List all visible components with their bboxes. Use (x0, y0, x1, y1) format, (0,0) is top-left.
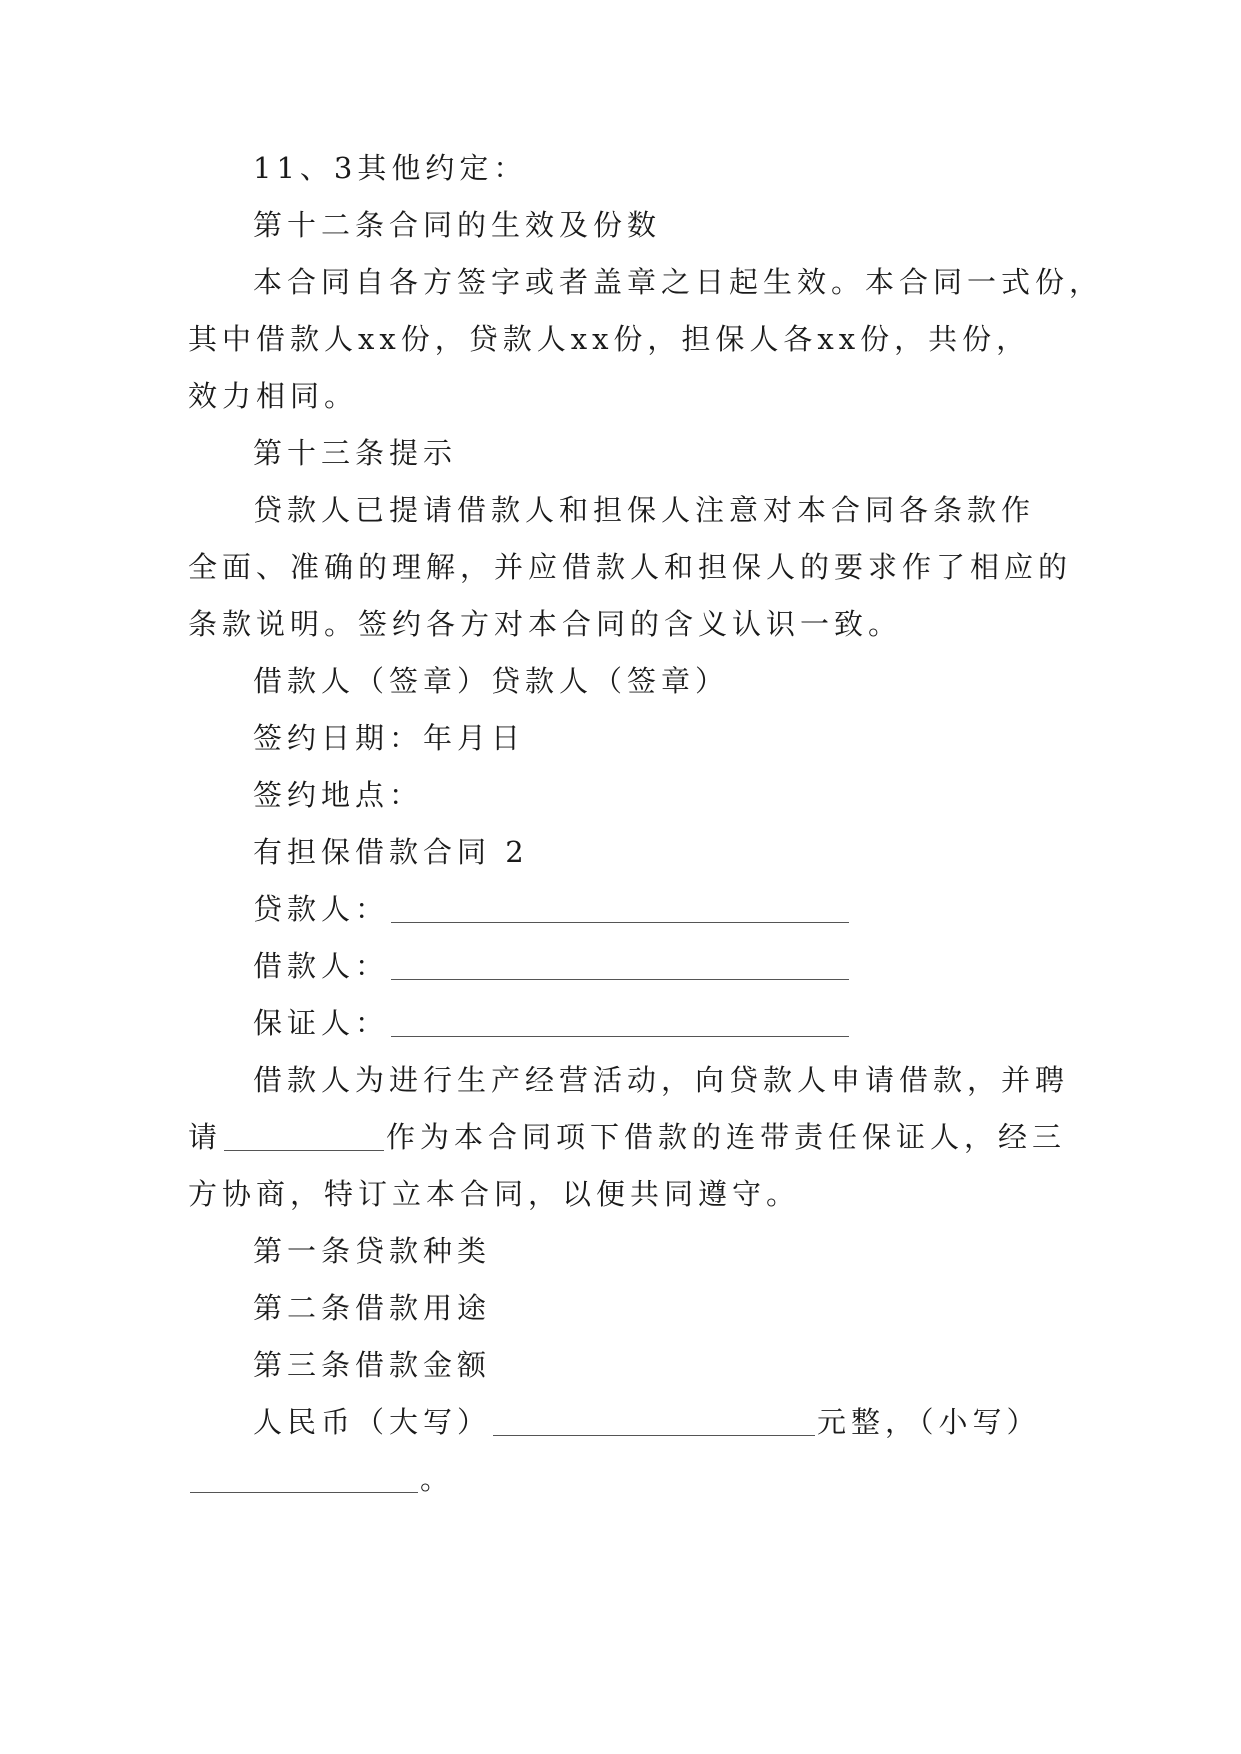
intro-line-3: 方协商，特订立本合同，以便共同遵守。 (188, 1177, 801, 1211)
article-13-heading: 第十三条提示 (253, 436, 458, 470)
paragraph-line: 其中借款人xx份，贷款人xx份，担保人各xx份，共份， (188, 322, 1031, 356)
guarantor-label: 保证人： (253, 1006, 390, 1040)
amount-line (253, 1402, 1041, 1442)
amount-uppercase-blank (493, 1407, 815, 1436)
borrower-field (253, 946, 851, 986)
paragraph-line: 效力相同。 (188, 379, 359, 413)
signing-place: 签约地点： (253, 778, 424, 812)
paragraph-line: 全面、准确的理解，并应借款人和担保人的要求作了相应的 (188, 550, 1073, 584)
intro-line-1: 借款人为进行生产经营活动，向贷款人申请借款，并聘 (253, 1063, 1070, 1097)
article-1-heading: 第一条贷款种类 (253, 1234, 492, 1268)
amount-end: 。 (420, 1462, 455, 1496)
guarantor-name-blank (224, 1122, 384, 1151)
guarantor-blank (391, 1008, 849, 1037)
article-3-heading: 第三条借款金额 (253, 1348, 492, 1382)
lender-blank (391, 894, 849, 923)
paragraph-line: 条款说明。签约各方对本合同的含义认识一致。 (188, 607, 903, 641)
intro-line-2-prefix: 请 (188, 1120, 223, 1154)
clause-11-3-other: 11、3其他约定： (253, 151, 528, 185)
contract-title: 有担保借款合同 2 (253, 835, 529, 869)
amount-line-2 (188, 1459, 454, 1499)
paragraph-line: 贷款人已提请借款人和担保人注意对本合同各条款作 (253, 493, 1036, 527)
borrower-blank (391, 951, 849, 980)
amount-lowercase-blank (190, 1464, 418, 1493)
paragraph-line: 本合同自各方签字或者盖章之日起生效。本合同一式份， (253, 265, 1104, 299)
article-12-heading: 第十二条合同的生效及份数 (253, 208, 662, 242)
lender-field (253, 889, 851, 929)
borrower-label: 借款人： (253, 949, 390, 983)
guarantor-field (253, 1003, 851, 1043)
intro-line-2 (188, 1117, 1066, 1157)
signing-date: 签约日期：年月日 (253, 721, 526, 755)
lender-label: 贷款人： (253, 892, 390, 926)
amount-mid: 元整，（小写） (817, 1405, 1041, 1439)
signature-line: 借款人（签章）贷款人（签章） (253, 664, 730, 698)
intro-line-2-suffix: 作为本合同项下借款的连带责任保证人，经三 (386, 1120, 1067, 1154)
amount-prefix: 人民币（大写） (253, 1405, 492, 1439)
article-2-heading: 第二条借款用途 (253, 1291, 492, 1325)
